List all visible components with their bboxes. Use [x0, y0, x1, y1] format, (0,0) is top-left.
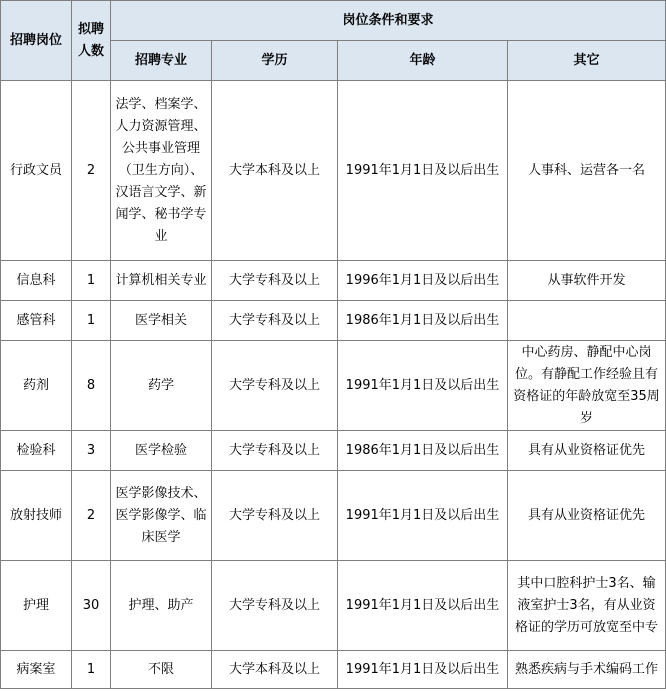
cell-other: 具有从业资格证优先 [508, 471, 666, 561]
cell-major: 护理、助产 [111, 561, 212, 651]
table-row [1, 561, 666, 651]
cell-position: 放射技师 [1, 471, 72, 561]
table-row [1, 341, 666, 431]
table-row [1, 261, 666, 301]
cell-count: 1 [72, 261, 111, 301]
cell-position: 护理 [1, 561, 72, 651]
cell-other [508, 301, 666, 341]
cell-count: 2 [72, 81, 111, 261]
cell-other: 熟悉疾病与手术编码工作 [508, 651, 666, 689]
cell-position: 信息科 [1, 261, 72, 301]
cell-age: 1991年1月1日及以后出生 [338, 471, 508, 561]
cell-education: 大学专科及以上 [212, 561, 338, 651]
cell-position: 病案室 [1, 651, 72, 689]
cell-position: 感管科 [1, 301, 72, 341]
cell-age: 1996年1月1日及以后出生 [338, 261, 508, 301]
header-other: 其它 [508, 41, 666, 81]
table-row [1, 431, 666, 471]
cell-major: 法学、档案学、人力资源管理、公共事业管理（卫生方向）、汉语言文学、新闻学、秘书学专业 [111, 81, 212, 261]
cell-education: 大学专科及以上 [212, 341, 338, 431]
cell-major: 药学 [111, 341, 212, 431]
cell-age: 1991年1月1日及以后出生 [338, 81, 508, 261]
cell-other: 具有从业资格证优先 [508, 431, 666, 471]
cell-major: 不限 [111, 651, 212, 689]
cell-count: 1 [72, 301, 111, 341]
cell-count: 30 [72, 561, 111, 651]
cell-age: 1986年1月1日及以后出生 [338, 431, 508, 471]
header-age: 年龄 [338, 41, 508, 81]
header-major: 招聘专业 [111, 41, 212, 81]
header-education: 学历 [212, 41, 338, 81]
cell-major: 医学影像技术、医学影像学、临床医学 [111, 471, 212, 561]
cell-age: 1986年1月1日及以后出生 [338, 301, 508, 341]
cell-age: 1991年1月1日及以后出生 [338, 341, 508, 431]
cell-other: 人事科、运营各一名 [508, 81, 666, 261]
header-requirements: 岗位条件和要求 [111, 1, 666, 41]
cell-education: 大学本科及以上 [212, 651, 338, 689]
cell-count: 1 [72, 651, 111, 689]
cell-major: 医学检验 [111, 431, 212, 471]
cell-major: 医学相关 [111, 301, 212, 341]
cell-education: 大学专科及以上 [212, 471, 338, 561]
cell-count: 3 [72, 431, 111, 471]
cell-position: 药剂 [1, 341, 72, 431]
cell-education: 大学本科及以上 [212, 81, 338, 261]
cell-count: 8 [72, 341, 111, 431]
cell-count: 2 [72, 471, 111, 561]
table-row [1, 471, 666, 561]
cell-position: 行政文员 [1, 81, 72, 261]
cell-education: 大学专科及以上 [212, 301, 338, 341]
cell-education: 大学专科及以上 [212, 261, 338, 301]
cell-other: 从事软件开发 [508, 261, 666, 301]
cell-age: 1991年1月1日及以后出生 [338, 651, 508, 689]
cell-major: 计算机相关专业 [111, 261, 212, 301]
table-row [1, 81, 666, 261]
table-row [1, 651, 666, 689]
cell-other: 其中口腔科护士3名、输液室护士3名，有从业资格证的学历可放宽至中专 [508, 561, 666, 651]
header-position: 招聘岗位 [1, 1, 72, 81]
cell-other: 中心药房、静配中心岗位。有静配工作经验且有资格证的年龄放宽至35周岁 [508, 341, 666, 431]
header-count: 拟聘人数 [72, 1, 111, 81]
table-row [1, 301, 666, 341]
cell-education: 大学专科及以上 [212, 431, 338, 471]
cell-age: 1991年1月1日及以后出生 [338, 561, 508, 651]
cell-position: 检验科 [1, 431, 72, 471]
